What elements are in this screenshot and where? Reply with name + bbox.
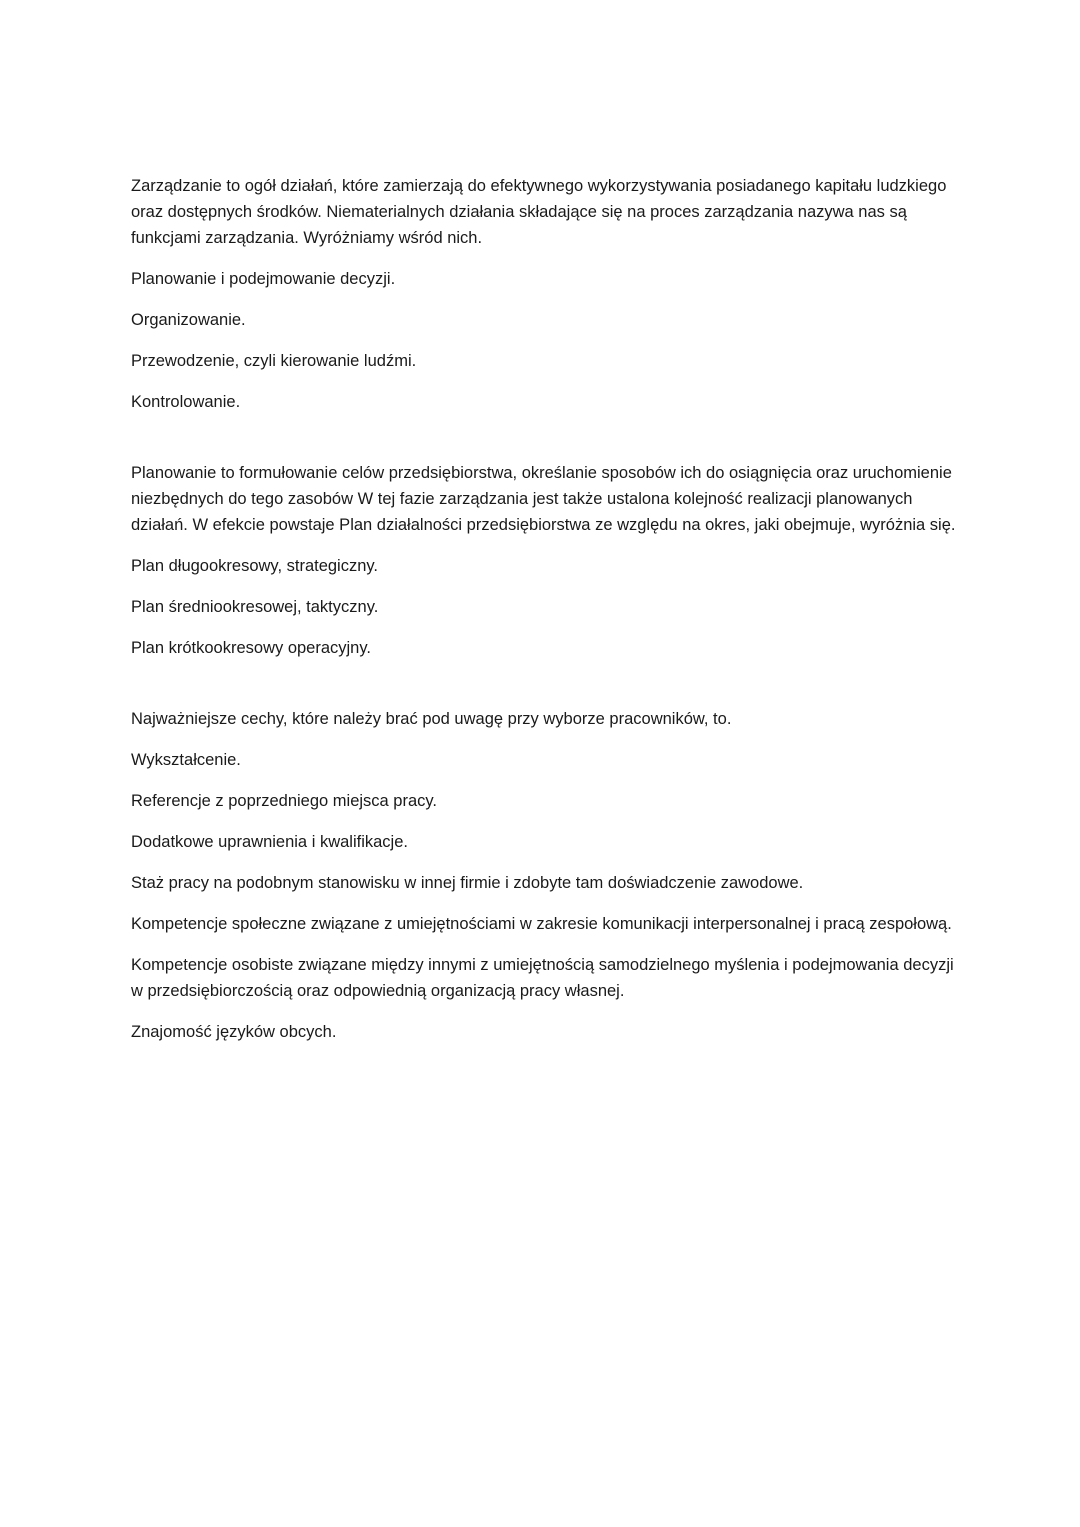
section-intro-paragraph: Zarządzanie to ogół działań, które zamierzają do efektywnego wykorzystywania posiadanego kapitału ludzkiego oraz dostępnych środków. Niematerialnych działania składające się na proces zarządzania nazywa nas są funkcjami zarządzania. Wyróżniamy wśród nich. [131, 177, 947, 247]
list-item: Znajomość języków obcych. [131, 1023, 337, 1041]
list-item: Kompetencje społeczne związane z umiejętnościami w zakresie komunikacji interpersonalnej i pracą zespołową. [131, 915, 952, 933]
list-item: Staż pracy na podobnym stanowisku w innej firmie i zdobyte tam doświadczenie zawodowe. [131, 874, 804, 892]
list-item: Organizowanie. [131, 311, 246, 329]
section-planning [131, 460, 961, 661]
section-spacer [131, 430, 961, 460]
section-intro-paragraph: Najważniejsze cechy, które należy brać pod uwagę przy wyborze pracowników, to. [131, 710, 732, 728]
list-item: Plan krótkookresowy operacyjny. [131, 639, 371, 657]
list-item: Kompetencje osobiste związane między innymi z umiejętnością samodzielnego myślenia i podejmowania decyzji w przedsiębiorczością oraz odpowiednią organizacją pracy własnej. [131, 956, 954, 1000]
list-item: Planowanie i podejmowanie decyzji. [131, 270, 396, 288]
list-item: Plan średniookresowej, taktyczny. [131, 598, 379, 616]
list-item: Kontrolowanie. [131, 393, 241, 411]
list-item: Plan długookresowy, strategiczny. [131, 557, 379, 575]
document-page [131, 173, 961, 1060]
list-item: Referencje z poprzedniego miejsca pracy. [131, 792, 438, 810]
list-item: Dodatkowe uprawnienia i kwalifikacje. [131, 833, 408, 851]
section-spacer [131, 676, 961, 706]
list-item: Przewodzenie, czyli kierowanie ludźmi. [131, 352, 417, 370]
section-intro-paragraph: Planowanie to formułowanie celów przedsiębiorstwa, określanie sposobów ich do osiągnięcia oraz uruchomienie niezbędnych do tego zasobów W tej fazie zarządzania jest także ustalona kolejność realizacji planowanych działań. W efekcie powstaje Plan działalności przedsiębiorstwa ze względu na okres, jaki obejmuje, wyróżnia się. [131, 464, 956, 534]
section-employee-traits [131, 706, 961, 1045]
list-item: Wykształcenie. [131, 751, 241, 769]
section-management-functions [131, 173, 961, 415]
